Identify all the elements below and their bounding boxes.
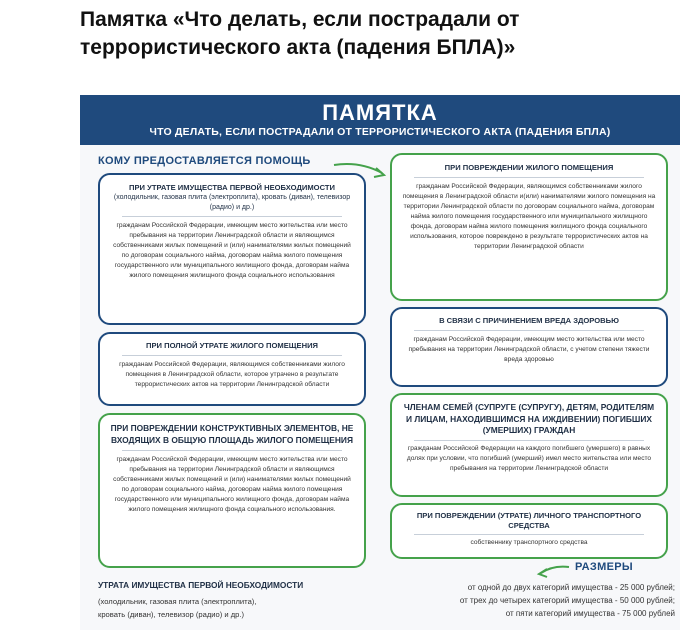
footer-line-2: кровать (диван), телевизор (радио) и др.) — [98, 610, 245, 619]
card-body: гражданам Российской Федерации, являющимся собственниками жилого помещения в Ленинградской области и(или) нанимателями жилого помещения на территории Ленинградской области по договорам социального найма, договорам найма жилого помещения государственного или муниципального жилищного фонда, договорам найма жилого помещения жилищного фонда социального использования, которое повреждено в результате террористических актов на территории Ленинградской области — [402, 183, 656, 250]
who-helped-heading: КОМУ ПРЕДОСТАВЛЯЕТСЯ ПОМОЩЬ — [98, 155, 311, 167]
footer-title: УТРАТА ИМУЩЕСТВА ПЕРВОЙ НЕОБХОДИМОСТИ — [98, 580, 304, 590]
divider — [414, 330, 644, 331]
card-title: ЧЛЕНАМ СЕМЕЙ (СУПРУГЕ (СУПРУГУ), ДЕТЯМ, РОДИТЕЛЯМ И ЛИЦАМ, НАХОДИВШИМСЯ НА ИЖДИВЕНИИ) ПОГИБШИХ (УМЕРШИХ) ГРАЖДАН — [403, 402, 655, 435]
divider — [414, 534, 644, 535]
card-full-loss-housing — [98, 332, 366, 406]
amount-item: от одной до двух категорий имущества - 25 000 рублей; — [467, 583, 675, 592]
card-body: гражданам Российской Федерации на каждого погибшего (умершего) в равных долях при условии, что погибший (умерший) имел место жительства или место пребывания на территории Ленинградской области — [406, 444, 652, 472]
card-family-members — [390, 393, 668, 497]
card-structural-elements — [98, 413, 366, 568]
card-body: гражданам Российской Федерации, имеющим место жительства или место пребывания на территории Ленинградской области и являющимся собственниками жилых помещений и (или) нанимателями жилых помещений по договорам социального найма, договорам найма жилого помещения государственного или муниципального жилищного фонда, договорам найма жилого помещения жилищного фонда социального использования — [113, 222, 351, 279]
card-title: ПРИ УТРАТЕ ИМУЩЕСТВА ПЕРВОЙ НЕОБХОДИМОСТИ — [129, 183, 335, 192]
card-title: ПРИ ПОВРЕЖДЕНИИ КОНСТРУКТИВНЫХ ЭЛЕМЕНТОВ, НЕ ВХОДЯЩИХ В ОБЩУЮ ПЛОЩАДЬ ЖИЛОГО ПОМЕЩЕНИЯ — [110, 423, 354, 445]
card-health-harm — [390, 307, 668, 387]
footer-line-1: (холодильник, газовая плита (электроплита), — [98, 597, 257, 606]
amounts-list — [395, 581, 675, 620]
footer-line — [98, 595, 358, 621]
card-subtitle: (холодильник, газовая плита (электроплита), кровать (диван), телевизор (радио) и др.) — [113, 194, 351, 211]
card-body: гражданам Российской Федерации, являющимся собственниками жилого помещения в Ленинградской области, которое утрачено в результате террористических актов на территории Ленинградской области — [119, 361, 345, 388]
memo-poster — [80, 95, 680, 630]
card-vehicle-damage — [390, 503, 668, 559]
card-body: собственнику транспортного средства — [470, 539, 588, 546]
card-damaged-housing — [390, 153, 668, 301]
card-essential-property — [98, 173, 366, 325]
card-title: ПРИ ПОВРЕЖДЕНИИ (УТРАТЕ) ЛИЧНОГО ТРАНСПОРТНОГО СРЕДСТВА — [416, 511, 642, 530]
card-title: ПРИ ПОВРЕЖДЕНИИ ЖИЛОГО ПОМЕЩЕНИЯ — [444, 163, 614, 172]
card-body: гражданам Российской Федерации, имеющим место жительства или место пребывания на территории Ленинградской области, с учетом степени тяжести вреда здоровью — [408, 336, 650, 363]
divider — [414, 177, 644, 178]
sizes-heading: РАЗМЕРЫ — [575, 561, 633, 573]
arrow-left-icon — [535, 563, 571, 579]
divider — [414, 440, 644, 441]
page-title: Памятка «Что делать, если пострадали от террористического акта (падения БПЛА)» — [80, 8, 520, 59]
essential-property-footer — [98, 580, 358, 621]
poster-banner — [80, 95, 680, 145]
card-title: В СВЯЗИ С ПРИЧИНЕНИЕМ ВРЕДА ЗДОРОВЬЮ — [439, 316, 619, 325]
divider — [122, 355, 342, 356]
card-body: гражданам Российской Федерации, имеющим место жительства или место пребывания на территории Ленинградской области и являющимся собственниками жилых помещений и (или) нанимателями жилых помещений по договорам социального найма, договорам найма жилого помещения государственного или муниципального жилищного фонда, договорам найма жилого помещения жилищного фонда социального использования. — [113, 456, 351, 513]
amount-item: от пяти категорий имущества - 75 000 рублей — [505, 609, 675, 618]
card-title: ПРИ ПОЛНОЙ УТРАТЕ ЖИЛОГО ПОМЕЩЕНИЯ — [146, 341, 318, 350]
divider — [122, 450, 342, 451]
divider — [122, 216, 342, 217]
amount-item: от трех до четырех категорий имущества - 50 000 рублей; — [459, 596, 675, 605]
banner-title: ПАМЯТКА — [322, 100, 438, 125]
banner-subtitle: ЧТО ДЕЛАТЬ, ЕСЛИ ПОСТРАДАЛИ ОТ ТЕРРОРИСТИЧЕСКОГО АКТА (ПАДЕНИЯ БПЛА) — [149, 126, 611, 138]
